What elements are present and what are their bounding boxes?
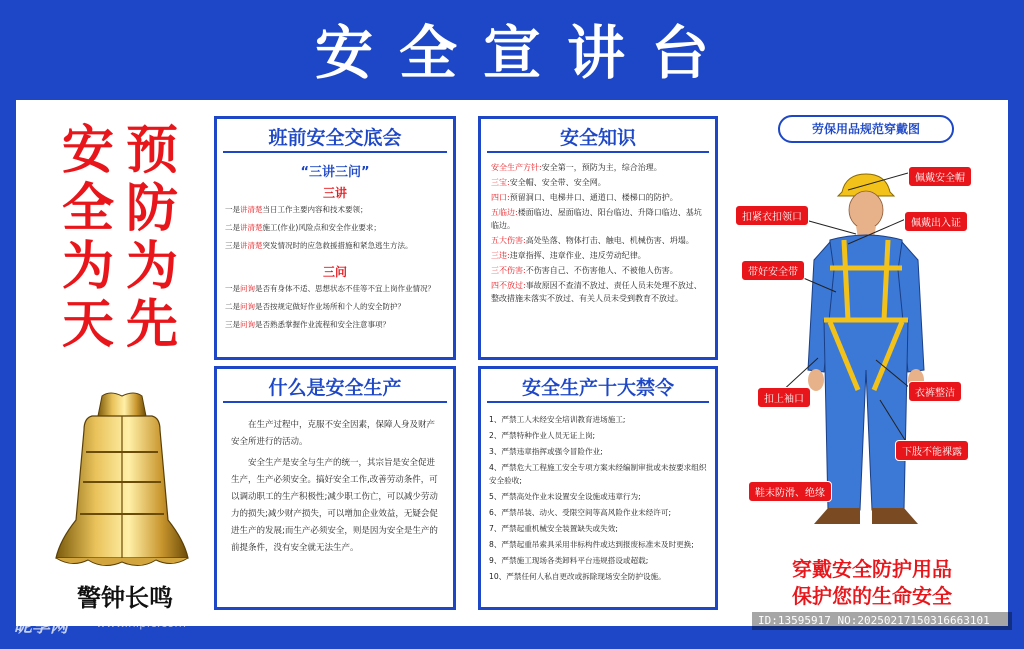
list-item [225, 239, 445, 253]
item-key: 问询 [240, 302, 255, 311]
item-prefix: 三是 [225, 320, 240, 329]
page-title: 安全宣讲台 [314, 19, 735, 87]
list-item: 10、严禁任何人私自更改或拆除现场安全防护设施。 [489, 572, 666, 581]
divider [223, 151, 447, 153]
tag-badge: 佩戴出入证 [904, 211, 968, 232]
item-text: 是否按规定做好作业场所和个人的安全防护？ [255, 302, 405, 311]
list-item: 8、严禁起重吊索具采用非标构件或达到报废标准未及时更换; [489, 540, 694, 549]
list-item [225, 318, 445, 332]
list-item: 4、严禁危大工程施工安全专项方案未经编制审批或未按要求组织安全验收; [489, 463, 707, 485]
list [225, 203, 445, 253]
item-text: 是否熟悉掌握作业流程和安全注意事项？ [255, 320, 390, 329]
panel-what-is-safety [214, 366, 456, 610]
item-prefix: 一是 [225, 205, 240, 214]
tag-neat: 衣裤整洁 [908, 381, 962, 402]
list-item [491, 279, 707, 305]
item-prefix: 三是 [225, 241, 240, 250]
item-key: 讲清楚 [240, 241, 263, 250]
panel-body [225, 161, 445, 332]
divider [223, 401, 447, 403]
list-item: 9、严禁施工现场各类卸料平台违规搭设或超载; [489, 556, 649, 565]
paragraph: 在生产过程中，克服不安全因素，保障人身及财产安全所进行的活动。 [231, 420, 436, 447]
panel-title: 安全知识 [559, 127, 636, 149]
section-title: 三问 [322, 265, 347, 279]
tag-helmet: 佩戴安全帽 [908, 166, 972, 187]
watermark-url: www.nipic.com [96, 616, 187, 630]
panel-safety-knowledge [478, 116, 718, 360]
list-item [225, 221, 445, 235]
slogan-char: 为 [61, 237, 114, 297]
item-text: 事故原因不查清不放过、责任人员未处理不放过、整改措施未落实不放过、有关人员未受到教育不放过。 [491, 281, 702, 303]
list-item: 3、严禁违章指挥或强令冒险作业; [489, 447, 603, 456]
list-item: 1、严禁工人未经安全培训教育进场施工; [489, 415, 626, 424]
item-text: 是否有身体不适、思想状态不佳等不宜上岗作业情况？ [255, 284, 435, 293]
panel-body [491, 161, 707, 305]
list-item [491, 249, 707, 262]
item-key: 五大伤害: [491, 236, 526, 245]
slogan-char: 天 [61, 295, 114, 355]
list-item [225, 282, 445, 296]
item-key: 讲清楚 [240, 223, 263, 232]
item-prefix: 一是 [225, 284, 240, 293]
paragraph: 安全生产是安全与生产的统一，其宗旨是安全促进生产，生产必须安全。搞好安全工作,改善劳动条件，可以调动职工的生产积极性;减少职工伤亡，可以减少劳动力的损失;减少财产损失，可以增加企业效益，无疑会促进生产的发展;而生产必须安全，则是因为安全是生产的前提条件，没有安全就无法生产。 [231, 458, 438, 553]
bell-image [52, 390, 192, 572]
list [225, 282, 445, 332]
list-item [225, 300, 445, 314]
item-key: 四口: [491, 193, 510, 202]
slogan-char: 预 [125, 121, 178, 181]
item-text: 预留洞口、电梯井口、通道口、楼梯口的防护。 [509, 193, 678, 202]
tag-cuff: 扣上袖口 [757, 387, 811, 408]
slogan-right [122, 122, 182, 354]
item-key: 三宝: [491, 178, 510, 187]
tag-belt: 带好安全带 [741, 260, 805, 281]
watermark-id: ID:13595917 NO:20250217150316663101 [752, 612, 1012, 630]
panel-title: 班前安全交底会 [268, 127, 402, 149]
list-item [491, 161, 707, 174]
item-text: 不伤害自己、不伤害他人、不被他人伤害。 [525, 266, 678, 275]
item-key: 问询 [240, 320, 255, 329]
list-item: 6、严禁吊装、动火、受限空间等高风险作业未经许可; [489, 508, 672, 517]
bell-label: 警钟长鸣 [77, 584, 173, 612]
item-prefix: 二是 [225, 223, 240, 232]
header-bar [0, 0, 1024, 96]
item-key: 安全生产方针: [491, 163, 542, 172]
panel-title: 什么是安全生产 [268, 377, 402, 399]
watermark-brand: 昵享网 [14, 616, 68, 637]
item-text: 高处坠落、物体打击、触电、机械伤害、坍塌。 [525, 236, 694, 245]
list-item [491, 206, 707, 232]
panel-body [231, 417, 441, 557]
panel-title: 安全生产十大禁令 [521, 377, 674, 399]
item-text: 安全帽、安全带、安全网。 [509, 178, 606, 187]
item-text: 安全第一，预防为主，综合治理。 [541, 163, 662, 172]
panel-ten-prohibitions [478, 366, 718, 610]
item-text: 楼面临边、屋面临边、阳台临边、升降口临边、基坑临边。 [491, 208, 702, 230]
list-item: 7、严禁起重机械安全装置缺失或失效; [489, 524, 618, 533]
slogan-char: 防 [125, 179, 178, 239]
slogan-char: 全 [61, 179, 114, 239]
item-key: 讲清楚 [240, 205, 263, 214]
panel-pre-shift-briefing [214, 116, 456, 360]
section-title: 三讲 [322, 186, 347, 200]
item-text: 违章指挥、违章作业、违反劳动纪律。 [509, 251, 646, 260]
list-item: 5、严禁高处作业未设置安全设施或违章行为; [489, 492, 641, 501]
divider [487, 151, 709, 153]
item-key: 四不放过: [491, 281, 526, 290]
item-text: 突发情况时的应急救援措施和紧急逃生方法。 [262, 241, 413, 250]
list-item [491, 191, 707, 204]
tag-collar: 扣紧衣扣领口 [735, 205, 809, 226]
safety-slogan-1: 穿戴安全防护用品 [792, 557, 952, 581]
slogan-left [58, 122, 118, 354]
list-item [491, 234, 707, 247]
item-key: 问询 [240, 284, 255, 293]
slogan-char: 先 [125, 295, 178, 355]
list-item [491, 176, 707, 189]
tag-legs: 下肢不能裸露 [895, 440, 969, 461]
item-key: 三不伤害: [491, 266, 526, 275]
tag-shoes: 鞋末防滑、绝缘 [748, 481, 832, 502]
safety-slogan-2: 保护您的生命安全 [792, 584, 952, 608]
item-text: 施工(作业)风险点和安全作业要求； [262, 223, 381, 232]
slogan-char: 为 [125, 237, 178, 297]
panel-subtitle: “三讲三问” [300, 165, 370, 180]
list-item: 2、严禁特种作业人员无证上岗; [489, 431, 596, 440]
panel-body [489, 413, 707, 583]
slogan-char: 安 [61, 121, 114, 181]
list-item [491, 264, 707, 277]
item-key: 五临边: [491, 208, 518, 217]
list-item [225, 203, 445, 217]
equipment-title: 劳保用品规范穿戴图 [778, 115, 954, 143]
divider [487, 401, 709, 403]
item-prefix: 二是 [225, 302, 240, 311]
item-text: 当日工作主要内容和技术要领； [262, 205, 368, 214]
item-key: 三违: [491, 251, 510, 260]
